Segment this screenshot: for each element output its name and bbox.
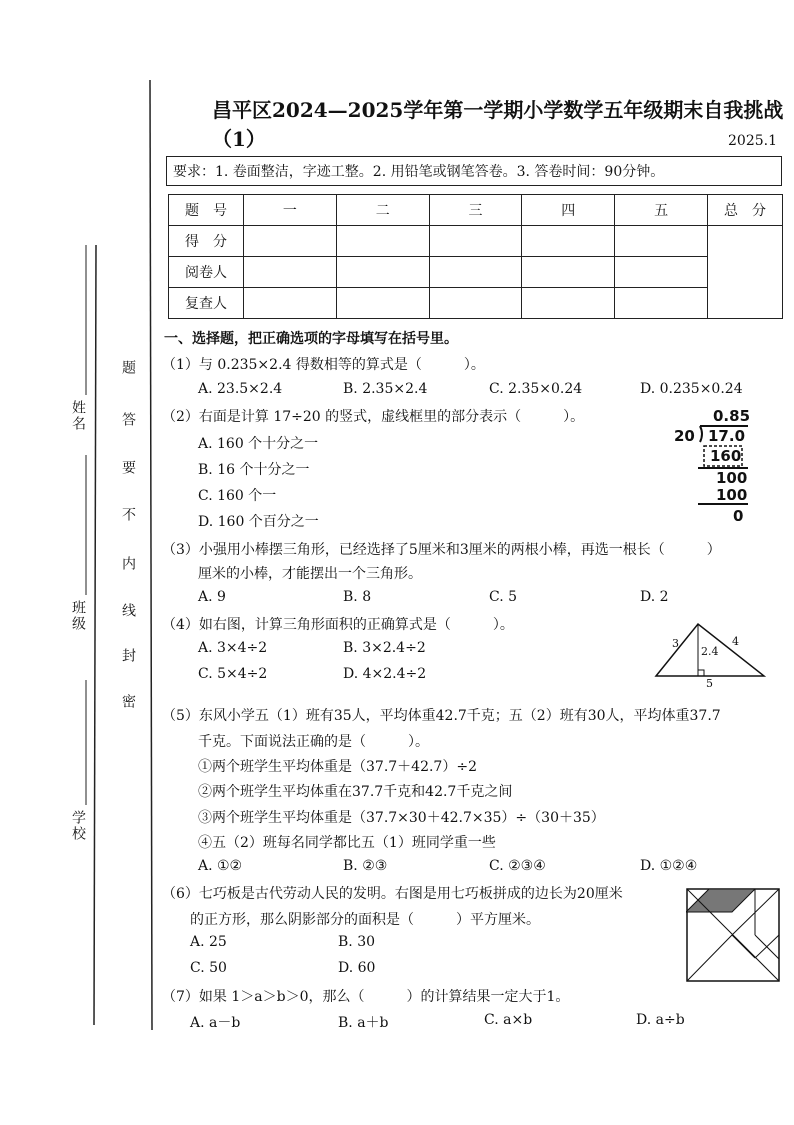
score-table [168,194,783,319]
seal-char-5: 内 [120,556,136,572]
grader-cell[interactable] [522,257,615,288]
seal-char-2: 答 [120,412,136,428]
q3-line2: 厘米的小棒，才能摆出一个三角形。 [198,566,422,582]
score-cell[interactable] [615,226,708,257]
q5-statement-3: ③两个班学生平均体重是（37.7×30＋42.7×35）÷（30＋35） [198,810,605,826]
reviewer-cell[interactable] [522,288,615,319]
quotient: 0.85 [713,407,751,425]
grader-cell[interactable] [615,257,708,288]
tangram-figure [686,888,780,982]
q7-option-a[interactable]: A. a－b [190,1015,241,1031]
q5-line1: （5）东风小学五（1）班有35人，平均体重42.7千克；五（2）班有30人，平均体重37.7 [162,708,721,724]
q3-option-b[interactable]: B. 8 [343,589,372,605]
q4-option-a[interactable]: A. 3×4÷2 [198,640,268,656]
col-4: 四 [522,195,615,226]
q1-option-b[interactable]: B. 2.35×2.4 [343,381,428,397]
divisor: 20 [674,427,695,445]
q5-option-b[interactable]: B. ②③ [343,858,388,874]
row-label-score: 得 分 [169,226,244,257]
q2-text: （2）右面是计算 17÷20 的竖式，虚线框里的部分表示（ ）。 [162,409,585,425]
q5-statement-1: ①两个班学生平均体重是（37.7＋42.7）÷2 [198,759,477,775]
q7-option-d[interactable]: D. a÷b [636,1012,685,1028]
col-1: 一 [244,195,337,226]
exam-date: 2025.1 [728,133,777,149]
q5-option-a[interactable]: A. ①② [198,858,243,874]
tri-base-label: 5 [706,677,713,690]
seal-char-7: 封 [120,648,136,664]
col-3: 三 [429,195,522,226]
product-100: 100 [716,486,748,504]
col-2: 二 [336,195,429,226]
school-label: 学校 [70,810,86,842]
q2-option-b[interactable]: B. 16 个十分之一 [198,462,310,478]
q6-line2: 的正方形，那么阴影部分的面积是（ ）平方厘米。 [190,912,540,928]
q5-line2: 千克。下面说法正确的是（ ）。 [198,734,429,750]
q6-option-c[interactable]: C. 50 [190,960,227,976]
q4-option-c[interactable]: C. 5×4÷2 [198,666,268,682]
seal-char-3: 要 [120,460,136,476]
seal-char-4: 不 [120,507,136,523]
q7-option-b[interactable]: B. a＋b [338,1015,389,1031]
q1-text: （1）与 0.235×2.4 得数相等的算式是（ ）。 [162,357,485,373]
q4-text: （4）如右图，计算三角形面积的正确算式是（ ）。 [162,617,514,633]
tri-height-label: 2.4 [701,645,719,658]
reviewer-cell[interactable] [244,288,337,319]
total-score-cell[interactable] [708,226,783,319]
col-total: 总 分 [708,195,783,226]
col-5: 五 [615,195,708,226]
q5-statement-4: ④五（2）班每名同学都比五（1）班同学重一些 [198,835,496,851]
requirements-box: 要求：1. 卷面整洁，字迹工整。2. 用铅笔或钢笔答卷。3. 答卷时间：90分钟。 [166,156,782,186]
row-label-number: 题 号 [169,195,244,226]
q2-option-a[interactable]: A. 160 个十分之一 [198,436,319,452]
q3-option-c[interactable]: C. 5 [489,589,518,605]
grader-cell[interactable] [429,257,522,288]
q5-option-d[interactable]: D. ①②④ [640,858,698,874]
boxed-product: 160 [710,447,742,465]
q5-statement-2: ②两个班学生平均体重在37.7千克和42.7千克之间 [198,784,513,800]
q4-option-b[interactable]: B. 3×2.4÷2 [343,640,426,656]
tri-left-label: 3 [672,637,679,650]
q6-option-b[interactable]: B. 30 [338,934,376,950]
tri-right-label: 4 [732,635,739,648]
score-cell[interactable] [522,226,615,257]
seal-char-6: 线 [120,603,136,619]
final-remainder: 0 [733,507,744,525]
section1-heading: 一、选择题，把正确选项的字母填写在括号里。 [164,331,458,347]
seal-char-1: 题 [120,360,136,376]
q6-option-d[interactable]: D. 60 [338,960,376,976]
row-label-grader: 阅卷人 [169,257,244,288]
q3-line1: （3）小强用小棒摆三角形，已经选择了5厘米和3厘米的两根小棒，再选一根长（ ） [162,542,721,558]
score-cell[interactable] [429,226,522,257]
reviewer-cell[interactable] [336,288,429,319]
page-title: 昌平区2024—2025学年第一学期小学数学五年级期末自我挑战（1） [212,98,784,151]
q2-option-c[interactable]: C. 160 个一 [198,488,277,504]
grader-cell[interactable] [244,257,337,288]
q3-option-a[interactable]: A. 9 [198,589,226,605]
q3-option-d[interactable]: D. 2 [640,589,669,605]
q2-option-d[interactable]: D. 160 个百分之一 [198,514,319,530]
reviewer-cell[interactable] [615,288,708,319]
class-label: 班级 [70,600,86,632]
dividend: 17.0 [708,427,746,445]
score-cell[interactable] [244,226,337,257]
q5-option-c[interactable]: C. ②③④ [489,858,546,874]
name-label: 姓名 [70,400,86,432]
q7-option-c[interactable]: C. a×b [484,1012,533,1028]
row-label-reviewer: 复查人 [169,288,244,319]
q4-option-d[interactable]: D. 4×2.4÷2 [343,666,427,682]
q6-option-a[interactable]: A. 25 [190,934,227,950]
remainder-100: 100 [716,469,748,487]
q7-text: （7）如果 1＞a＞b＞0，那么（ ）的计算结果一定大于1。 [162,989,570,1005]
reviewer-cell[interactable] [429,288,522,319]
q6-line1: （6）七巧板是古代劳动人民的发明。右图是用七巧板拼成的边长为20厘米 [162,886,623,902]
q1-option-c[interactable]: C. 2.35×0.24 [489,381,583,397]
score-cell[interactable] [336,226,429,257]
q1-option-a[interactable]: A. 23.5×2.4 [198,381,283,397]
seal-char-8: 密 [120,694,136,710]
grader-cell[interactable] [336,257,429,288]
q1-option-d[interactable]: D. 0.235×0.24 [640,381,743,397]
